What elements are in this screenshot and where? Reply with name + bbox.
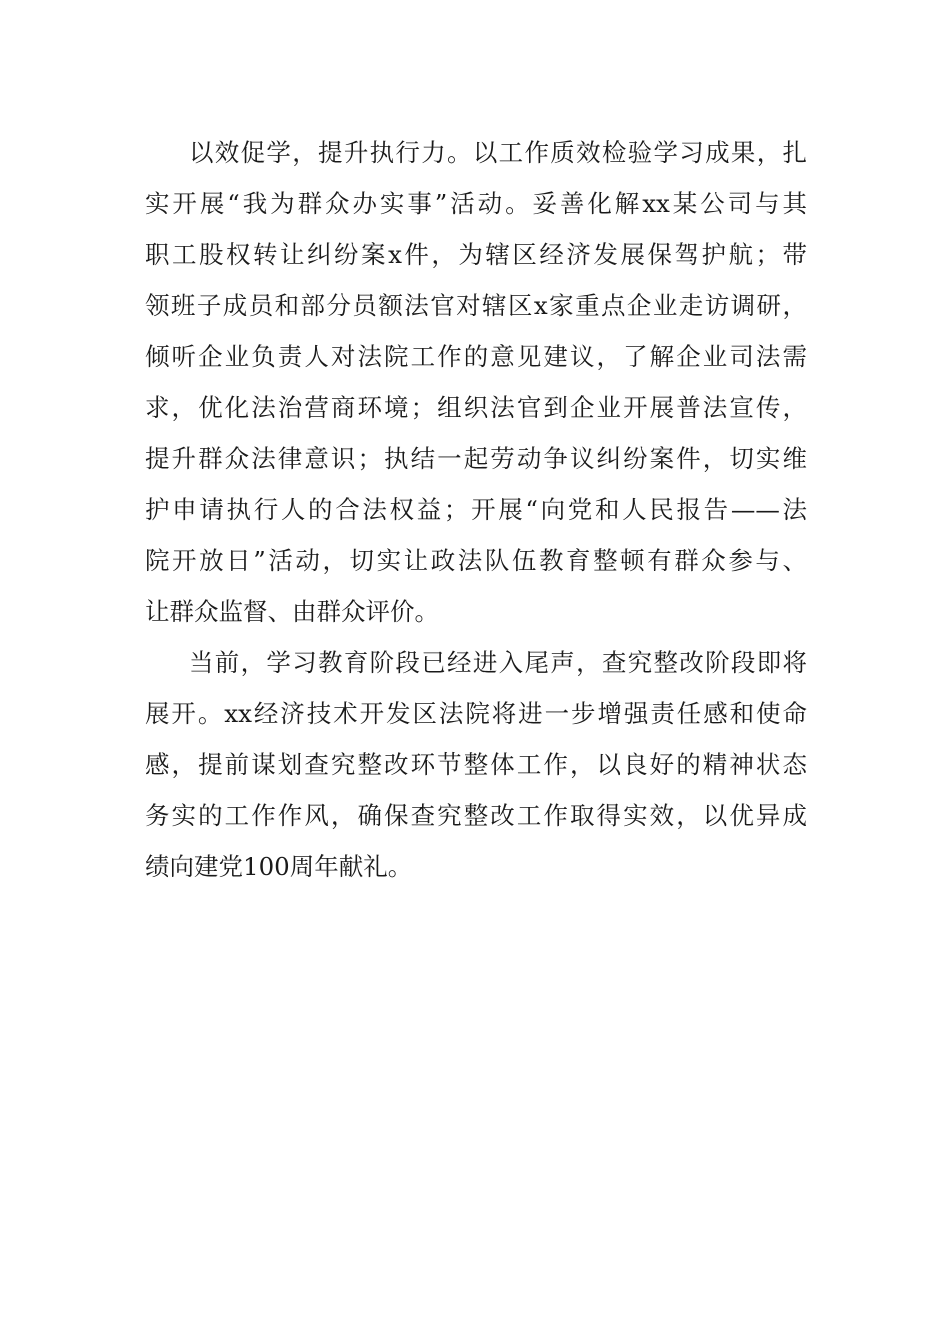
paragraph-line: 领班子成员和部分员额法官对辖区x家重点企业走访调研， xyxy=(145,291,807,320)
paragraph-line: 职工股权转让纠纷案x件，为辖区经济发展保驾护航；带 xyxy=(145,240,807,269)
paragraph-2 xyxy=(145,637,807,892)
paragraph-line: 以效促学，提升执行力。以工作质效检验学习成果，扎 xyxy=(189,138,807,167)
paragraph-line: 倾听企业负责人对法院工作的意见建议，了解企业司法需 xyxy=(145,342,807,371)
paragraph-1 xyxy=(145,127,807,637)
document-body xyxy=(145,127,807,892)
paragraph-line: 提升群众法律意识；执结一起劳动争议纠纷案件，切实维 xyxy=(145,444,807,473)
paragraph-line: 护申请执行人的合法权益；开展“向党和人民报告——法 xyxy=(145,495,807,524)
paragraph-line: 求，优化法治营商环境；组织法官到企业开展普法宣传， xyxy=(145,393,807,422)
paragraph-line: 绩向建党100周年献礼。 xyxy=(145,852,413,881)
paragraph-line: 当前，学习教育阶段已经进入尾声，查究整改阶段即将 xyxy=(189,648,807,677)
paragraph-line: 让群众监督、由群众评价。 xyxy=(145,597,439,626)
paragraph-line: 院开放日”活动，切实让政法队伍教育整顿有群众参与、 xyxy=(145,546,807,575)
paragraph-line: 实开展“我为群众办实事”活动。妥善化解xx某公司与其 xyxy=(145,189,807,218)
paragraph-line: 展开。xx经济技术开发区法院将进一步增强责任感和使命 xyxy=(145,699,807,728)
paragraph-line: 务实的工作作风，确保查究整改工作取得实效，以优异成 xyxy=(145,801,807,830)
paragraph-line: 感，提前谋划查究整改环节整体工作，以良好的精神状态 xyxy=(145,750,807,779)
